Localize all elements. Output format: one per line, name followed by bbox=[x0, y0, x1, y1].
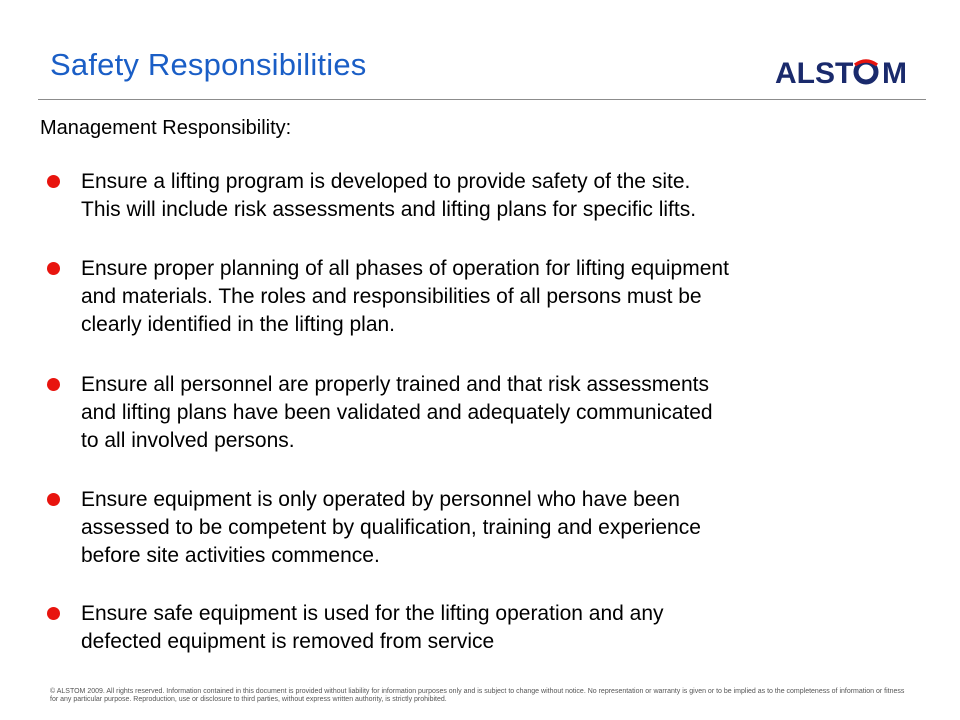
bullet-text: Ensure a lifting program is developed to provide safety of the site. This will include risk assessments and lifting plans for specific lifts. bbox=[81, 170, 697, 221]
bullet-text: Ensure equipment is only operated by personnel who have been assessed to be competent by qualification, training and experience before site activities commence. bbox=[81, 488, 701, 567]
page-title: Safety Responsibilities bbox=[50, 47, 367, 82]
alstom-logo bbox=[775, 55, 927, 87]
bullet-dot-icon bbox=[47, 378, 60, 391]
bullet-dot-icon bbox=[47, 175, 60, 188]
copyright-footer: © ALSTOM 2009. All rights reserved. Information contained in this document is provided without liability for information purposes only and is subject to change without notice. No representation or warranty is given or to be implied as to the completeness of information or fitness for any particular purpose. Reproduction, use or disclosure to third parties, without express written authority, is strictly prohibited. bbox=[50, 688, 905, 703]
title-divider bbox=[38, 99, 926, 100]
bullet-dot-icon bbox=[47, 493, 60, 506]
bullet-text: Ensure safe equipment is used for the lifting operation and any defected equipment is removed from service bbox=[81, 602, 664, 653]
bullet-dot-icon bbox=[47, 262, 60, 275]
bullet-dot-icon bbox=[47, 607, 60, 620]
svg-text:M: M bbox=[882, 57, 907, 87]
svg-text:ALST: ALST bbox=[775, 57, 854, 87]
alstom-logo-mark bbox=[775, 55, 927, 87]
bullet-text: Ensure proper planning of all phases of operation for lifting equipment and materials. The roles and responsibilities of all persons must be clearly identified in the lifting plan. bbox=[81, 257, 729, 336]
bullet-text: Ensure all personnel are properly trained and that risk assessments and lifting plans have been validated and adequately communicated to all involved persons. bbox=[81, 373, 713, 452]
section-subheading: Management Responsibility: bbox=[40, 117, 292, 139]
